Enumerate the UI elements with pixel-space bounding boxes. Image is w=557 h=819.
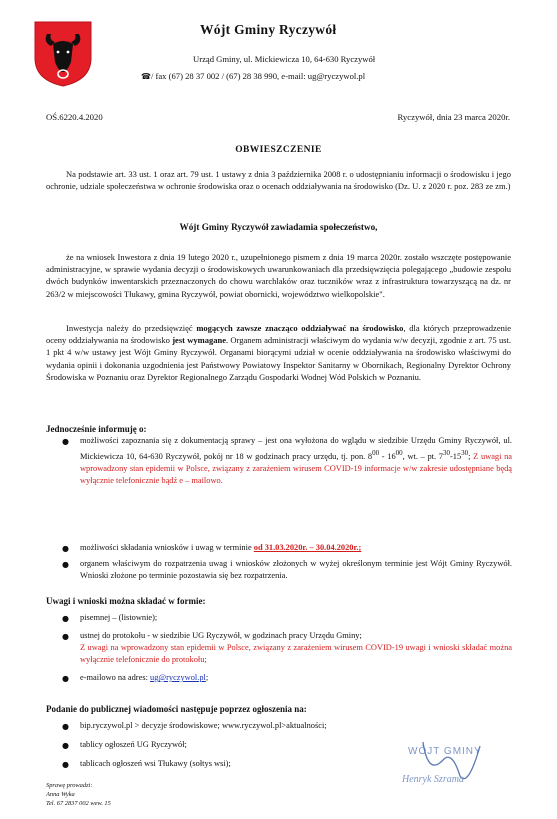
section3-bullet1: bip.ryczywol.pl > decyzje środowiskowe; www.ryczywol.pl>aktualności;: [80, 721, 327, 730]
header-title: Wójt Gminy Ryczywół: [200, 22, 337, 37]
intro-paragraph: Na podstawie art. 33 ust. 1 oraz art. 79 ust. 1 ustawy z dnia 3 października 2008 r. o udostępnianiu informacji o środowisku i jego ochronie, udziale społeczeństwa w ochronie środowiska oraz o ocenach oddziaływania na środowisko (Dz. U. z 2020 r. poz. 283 ze zm.): [46, 169, 511, 192]
bullet-icon: ●: [62, 674, 69, 683]
coat-of-arms-logo: [33, 20, 93, 88]
stamp-line2: Henryk Szrama: [402, 774, 464, 785]
footer-line1: Sprawę prowadzi:: [46, 782, 93, 789]
bullet-icon: ●: [62, 560, 69, 569]
section2-heading: Uwagi i wnioski można składać w formie:: [46, 596, 206, 606]
bullet-icon: ●: [62, 544, 69, 553]
bullet-icon: ●: [62, 741, 69, 750]
stamp-line1: WÓJT GMINY: [408, 746, 482, 757]
announce-title: Wójt Gminy Ryczywół zawiadamia społeczeństwo,: [179, 222, 378, 232]
covid-notice: Z uwagi na wprowadzony stan epidemii w Polsce, związany z zarażeniem wirusem COVID-19 informacje w/w zakresie udostępniane będą wyłącznie telefonicznie bądź e – mailowo.: [80, 452, 513, 486]
main-paragraph: że na wniosek Inwestora z dnia 19 lutego 2020 r., uzupełnionego pismem z dnia 19 marca 2020r. zostało wszczęte postępowanie administracyjne, w sprawie wydania decyzji o środowiskowych uwarunkowaniach dla przedsięwzięcia polegającego „budowie zespołu dwóch budynków inwentarskich przeznaczonych do chowu warchlaków oraz tuczników wraz z infrastruktura towarzyszącą na dz. nr 263/2 w miejscowości Tłukawy, gmina Ryczywół, powiat obornicki, województwo wielkopolskie".: [46, 252, 511, 299]
deadline-range: od 31.03.2020r. – 30.04.2020r.;: [253, 543, 362, 552]
bullet-icon: ●: [62, 614, 69, 623]
header-address: Urząd Gminy, ul. Mickiewicza 10, 64-630 Ryczywół: [193, 54, 376, 64]
section2-bullet1: pisemnej – (listownie);: [80, 613, 158, 622]
header-contact: [141, 71, 365, 81]
case-officer-footer: [46, 781, 111, 808]
bullet-icon: ●: [62, 722, 69, 731]
contact-text: / fax (67) 28 37 002 / (67) 28 38 990, e-mail: ug@ryczywol.pl: [150, 71, 366, 81]
bullet-icon: ●: [62, 760, 69, 769]
signature-stamp: [388, 736, 508, 796]
section1-bullet3: organem właściwym do rozpatrzenia uwag i wniosków złożonych w wyżej określonym terminie jest Wójt Gminy Ryczywół. Wnioski złożone po terminie pozostawia się bez rozpatrzenia.: [80, 559, 512, 581]
section1-bullet1: możliwości zapoznania się z dokumentacją sprawy – jest ona wyłożona do wglądu w siedzibie Urzędu Gminy Ryczywół, ul. Mickiewicza 10, 64-630 Ryczywół, pokój nr 18 w godzinach pracy urzędu, tj. pon. $8^{00} - 16^{00}$, wt. – pt. $7^{30}-15^{30}$; Z uwagi na wprowadzony stan epidemii w Polsce, związany z zarażeniem wirusem COVID-19 informacje w/w zakresie udostępniane będą wyłącznie telefonicznie bądź e – mailowo.: [80, 436, 513, 486]
notice-title: OBWIESZCZENIE: [235, 145, 322, 155]
footer-line2: Anna Wyka: [46, 791, 75, 798]
section2-bullet3: e-mailowo na adres: ug@ryczywol.pl;: [80, 673, 209, 682]
date-line: Ryczywół, dnia 23 marca 2020r.: [397, 112, 510, 122]
footer-line3: Tel. 67 2837 002 wew. 15: [46, 800, 111, 807]
impact-paragraph: Inwestycja należy do przedsięwzięć mogących zawsze znacząco oddziaływać na środowisko, dla których przeprowadzenie oceny oddziaływania na środowisko jest wymagane. Organem administracji właściwym do wydania w/w decyzji, zgodnie z art. 75 ust. 1 pkt 4 w/w ustawy jest Wójt Gminy Ryczywół. Organami biorącymi udział w ocenie oddziaływania na środowisko właściwymi do wydania opinii i dokonania uzgodnienia jest Państwowy Powiatowy Inspektor Sanitarny w Obornikach, Regionalny Dyrektor Ochrony Środowiska w Poznaniu oraz Dyrektor Regionalnego Zarządu Gospodarki Wodnej Wód Polskich w Poznaniu.: [46, 323, 511, 382]
section2-bullet2: ustnej do protokołu - w siedzibie UG Ryczywół, w godzinach pracy Urzędu Gminy; Z uwagi na wprowadzony stan epidemii w Polsce, związany z zarażeniem wirusem COVID-19 uwagi i wnioski składać można wyłącznie telefonicznie do protokołu;: [80, 631, 512, 665]
section3-heading: Podanie do publicznej wiadomości następuje poprzez ogłoszenia na:: [46, 704, 307, 714]
email-link[interactable]: ug@ryczywol.pl: [150, 673, 206, 682]
bullet-icon: ●: [62, 632, 69, 641]
bullet-icon: ●: [62, 437, 69, 446]
section1-heading: Jednocześnie informuję o:: [46, 424, 147, 434]
section3-bullet3: tablicach ogłoszeń wsi Tłukawy (sołtys wsi);: [80, 759, 231, 768]
covid-notice: Z uwagi na wprowadzony stan epidemii w Polsce, związany z zarażeniem wirusem COVID-19 uwagi i wnioski składać można wyłącznie telefonicznie do protokołu;: [80, 643, 512, 665]
section1-bullet2: możliwości składania wniosków i uwag w terminie od 31.03.2020r. – 30.04.2020r.;: [80, 543, 362, 552]
reference-number: OŚ.6220.4.2020: [46, 112, 103, 122]
phone-icon: ☎: [141, 72, 151, 81]
section3-bullet2: tablicy ogłoszeń UG Ryczywół;: [80, 740, 187, 749]
